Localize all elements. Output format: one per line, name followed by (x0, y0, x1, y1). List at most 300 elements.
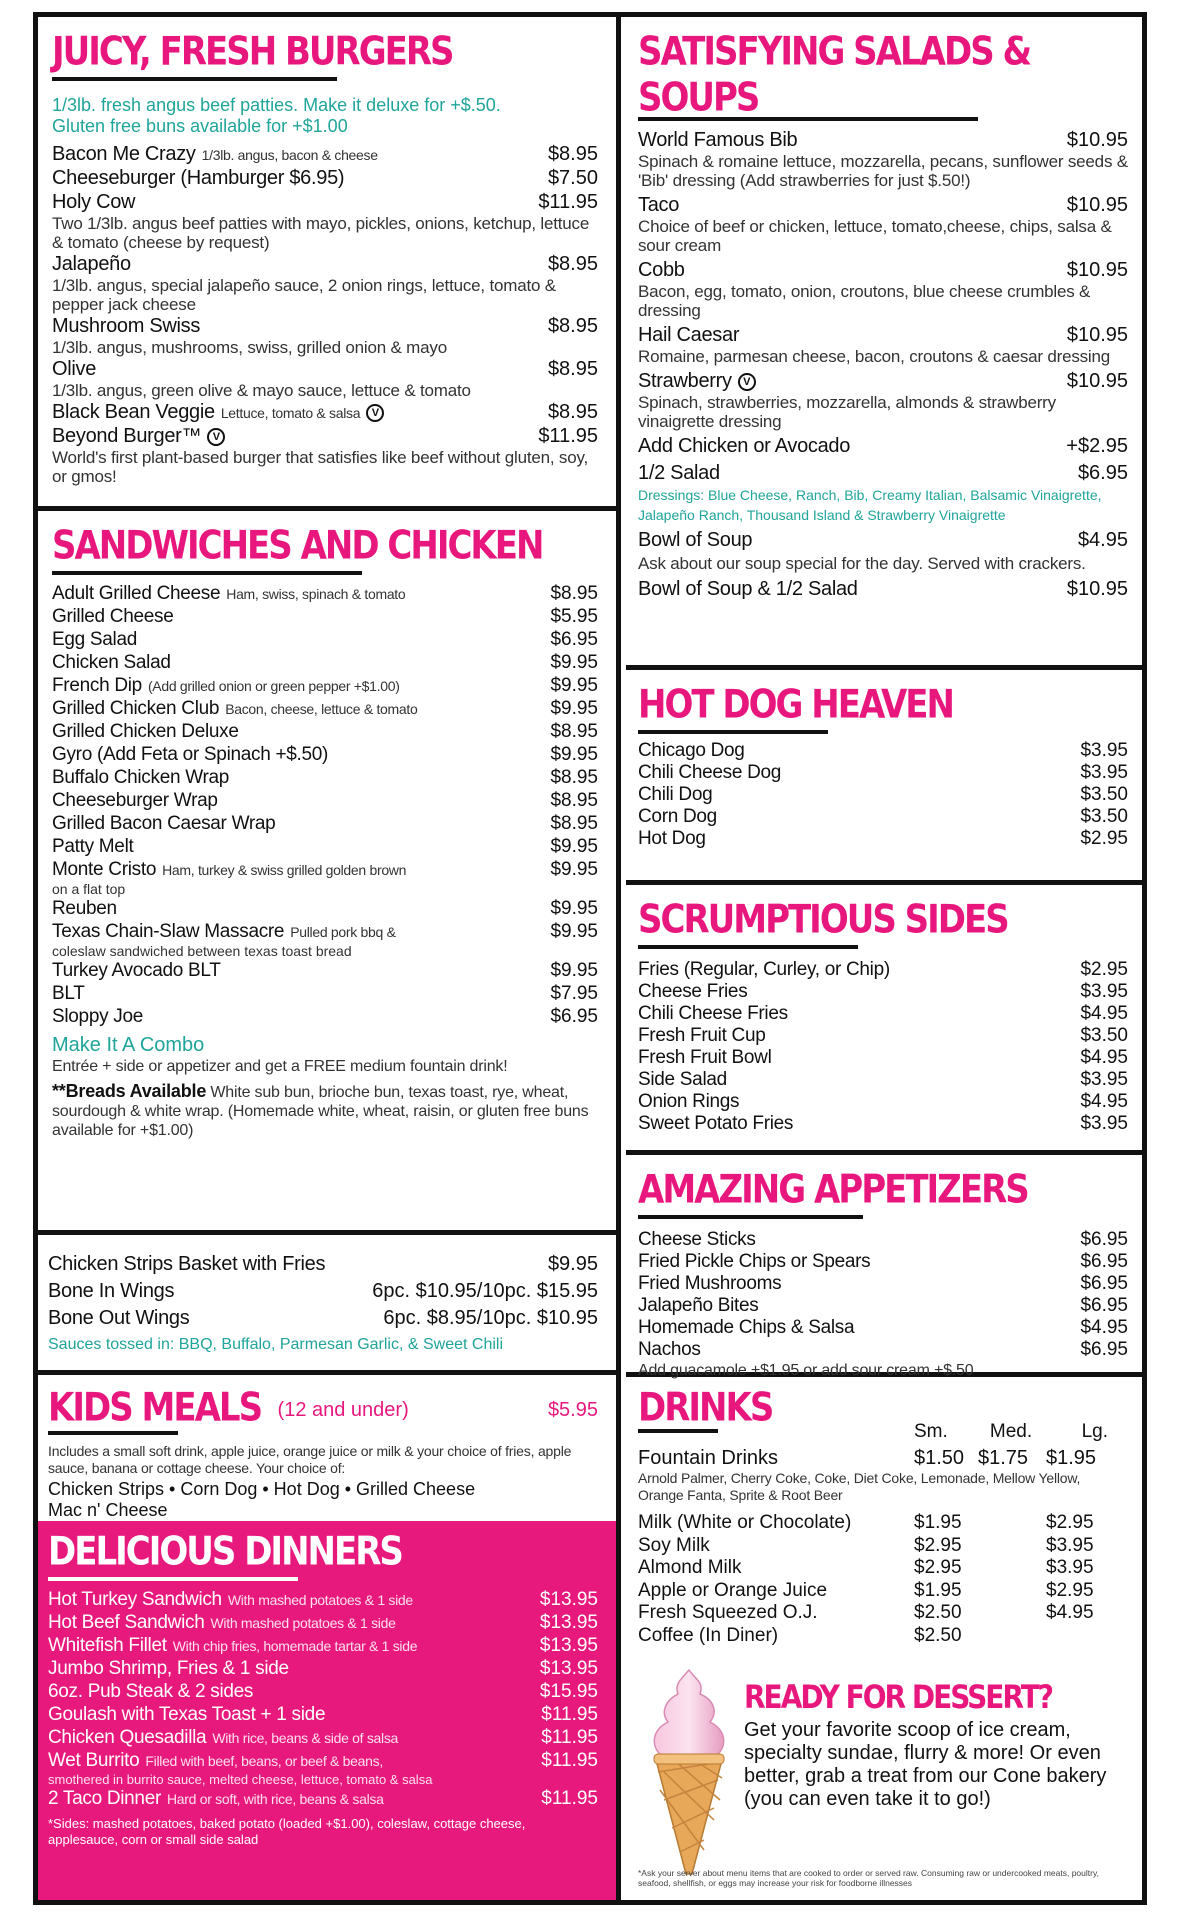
menu-item (52, 859, 598, 881)
menu-item (52, 606, 598, 628)
item-name: Chicken Strips Basket with Fries (48, 1253, 326, 1275)
item-name-group (48, 1612, 396, 1634)
menu-item (52, 358, 598, 381)
item-price: $3.95 (1080, 1069, 1128, 1090)
item-name: Mushroom Swiss (52, 315, 201, 337)
item-price: $3.50 (1080, 1025, 1128, 1046)
item-price: $8.95 (547, 401, 598, 423)
section-title-salads: SATISFYING SALADS & SOUPS (638, 29, 1031, 121)
menu-item (48, 1307, 598, 1330)
burger-note: 1/3lb. fresh angus beef patties. Make it deluxe for +$.50. (52, 95, 501, 115)
item-name: Bowl of Soup (638, 529, 753, 551)
menu-item (638, 1047, 1128, 1069)
item-name-group (48, 1589, 413, 1611)
salad-list (638, 129, 1128, 485)
item-name: Chili Cheese Fries (638, 1003, 788, 1024)
item-name: Jalapeño Bites (638, 1295, 759, 1316)
right-column (626, 17, 1142, 1900)
item-name: Fried Mushrooms (638, 1273, 782, 1294)
item-price: $4.95 (1080, 1047, 1128, 1068)
item-name-group (52, 698, 417, 720)
item-name: Chili Dog (638, 784, 713, 805)
item-name-group (638, 1003, 788, 1025)
item-name-group (638, 462, 720, 485)
item-name-group (638, 435, 850, 458)
item-price: $6.95 (550, 629, 598, 650)
burgers-section (38, 17, 616, 511)
item-name-group (638, 1317, 854, 1339)
item-price: $10.95 (1066, 259, 1128, 281)
kids-choices-2: Mac n' Cheese (48, 1500, 168, 1520)
item-name: Cobb (638, 259, 685, 281)
sides-section (626, 885, 1142, 1155)
item-price: $6.95 (1080, 1229, 1128, 1250)
section-title-burgers: JUICY, FRESH BURGERS (52, 29, 453, 75)
item-name-group (52, 744, 328, 766)
item-name: Jumbo Shrimp, Fries & 1 side (48, 1658, 289, 1679)
item-name: Jalapeño (52, 253, 131, 275)
item-name: Cheeseburger Wrap (52, 790, 218, 811)
item-price: $7.50 (547, 167, 598, 189)
drink-row (638, 1625, 1128, 1648)
sandwich-list (52, 583, 598, 1028)
item-price: $7.95 (550, 983, 598, 1004)
menu-item (52, 983, 598, 1005)
breads-info (52, 1082, 598, 1140)
kids-price: $5.95 (547, 1399, 598, 1421)
item-price: $3.50 (1080, 784, 1128, 805)
item-name-group (638, 1339, 701, 1361)
vegetarian-icon: V (738, 373, 756, 391)
item-desc: 1/3lb. angus, green olive & mayo sauce, lettuce & tomato (52, 381, 471, 400)
menu-item (638, 1317, 1128, 1339)
appetizer-list (638, 1229, 1128, 1361)
title-underline (638, 730, 828, 734)
item-price: $3.95 (1080, 762, 1128, 783)
item-price: $3.95 (1080, 740, 1128, 761)
vegetarian-icon: V (366, 404, 384, 422)
item-price: $9.95 (550, 744, 598, 765)
item-price: $9.95 (550, 960, 598, 981)
item-name-group (638, 1047, 772, 1069)
burger-list (52, 143, 598, 486)
item-name-group (48, 1704, 325, 1726)
salads-section (626, 17, 1142, 670)
item-price: $10.95 (1066, 194, 1128, 216)
menu-item (638, 806, 1128, 828)
menu-item (638, 324, 1128, 347)
item-name-group (638, 959, 890, 981)
price-sm: $1.50 (914, 1447, 965, 1469)
menu-item (52, 425, 598, 448)
kids-header (48, 1385, 598, 1431)
item-price: $11.95 (538, 191, 598, 213)
item-name-group (52, 652, 171, 674)
title-underline (638, 945, 858, 949)
item-desc: 1/3lb. angus, mushrooms, swiss, grilled onion & mayo (52, 338, 447, 357)
item-name-group (48, 1658, 289, 1680)
price-lg: $3.95 (1046, 1557, 1094, 1578)
menu-item (52, 921, 598, 943)
item-name-group (52, 675, 400, 697)
item-price: $8.95 (550, 813, 598, 834)
appetizer-note: Add guacamole +$1.95 or add sour cream +$.50 (638, 1362, 974, 1379)
item-price: 6pc. $10.95/10pc. $15.95 (372, 1280, 598, 1302)
item-inline-desc: Ham, swiss, spinach & tomato (226, 586, 406, 602)
menu-item (638, 1003, 1128, 1025)
item-name-group (52, 401, 384, 424)
menu-item (638, 828, 1128, 850)
item-name: Buffalo Chicken Wrap (52, 767, 230, 788)
item-name-group (52, 143, 378, 166)
combo-title: Make It A Combo (52, 1034, 205, 1056)
item-name: Apple or Orange Juice (638, 1579, 828, 1601)
item-name-group (52, 167, 344, 190)
menu-item (638, 1295, 1128, 1317)
item-name: Sweet Potato Fries (638, 1113, 794, 1134)
item-price: $3.95 (1080, 981, 1128, 1002)
menu-item (638, 740, 1128, 762)
item-name: Cheese Fries (638, 981, 748, 1002)
item-name-group (52, 315, 200, 338)
menu-item (52, 629, 598, 651)
item-name-group (48, 1253, 325, 1276)
vegetarian-icon: V (207, 428, 225, 446)
menu-item (638, 1229, 1128, 1251)
menu-item (48, 1612, 598, 1634)
menu-item (52, 401, 598, 424)
item-price: $10.95 (1066, 370, 1128, 392)
section-title-hotdogs: HOT DOG HEAVEN (638, 682, 953, 728)
item-name: Fresh Fruit Cup (638, 1025, 766, 1046)
price-sm: $1.95 (914, 1512, 962, 1533)
dinners-section (38, 1521, 616, 1900)
menu-item (48, 1280, 598, 1303)
item-price: $11.95 (541, 1788, 598, 1809)
item-price: $13.95 (539, 1589, 598, 1610)
section-title-sides: SCRUMPTIOUS SIDES (638, 897, 1008, 943)
item-name-group (638, 1295, 758, 1317)
kids-section (38, 1375, 616, 1521)
drink-row (638, 1535, 1128, 1558)
item-name: Olive (52, 358, 97, 380)
section-title-dessert: READY FOR DESSERT? (744, 1678, 1053, 1716)
item-price: $10.95 (1066, 129, 1128, 151)
fountain-desc: Arnold Palmer, Cherry Coke, Coke, Diet Coke, Lemonade, Mellow Yellow, Orange Fanta, Sprite & Root Beer (638, 1470, 1081, 1503)
disclaimer: *Ask your server about menu items that are cooked to order or served raw. Consuming raw or undercooked meats, poultry, seafood, shellfish, or eggs may increase your risk for foodborne illnesses (638, 1868, 1099, 1888)
item-price: $6.95 (1080, 1339, 1128, 1360)
item-price: $2.95 (1080, 828, 1128, 849)
item-name-group (52, 767, 229, 789)
item-price: $15.95 (539, 1681, 598, 1702)
sandwiches-section (38, 511, 616, 1235)
item-desc: World's first plant-based burger that satisfies like beef without gluten, soy, or gmos! (52, 448, 589, 486)
item-name-group (48, 1635, 417, 1657)
item-name: French Dip (52, 675, 142, 696)
item-name-group (52, 898, 117, 920)
item-name-group (638, 740, 745, 762)
item-name: Bowl of Soup & 1/2 Salad (638, 578, 858, 600)
item-name-group (52, 583, 405, 605)
item-name: Chicken Quesadilla (48, 1727, 207, 1748)
fountain-block (638, 1447, 1128, 1647)
item-name: Grilled Chicken Club (52, 698, 220, 719)
menu-item (638, 259, 1128, 282)
item-name-group (638, 194, 679, 217)
item-price: $3.95 (1080, 1113, 1128, 1134)
drink-row (638, 1512, 1128, 1535)
item-name: Bone Out Wings (48, 1307, 190, 1329)
item-price: $4.95 (1077, 529, 1128, 551)
item-price: $8.95 (547, 315, 598, 337)
price-sm: $2.50 (914, 1602, 962, 1623)
menu-item (638, 1251, 1128, 1273)
item-name-group (638, 1251, 870, 1273)
item-inline-desc: Bacon, cheese, lettuce & tomato (225, 701, 418, 717)
item-name: Texas Chain-Slaw Massacre (52, 921, 285, 942)
drink-row (638, 1602, 1128, 1625)
menu-item (48, 1704, 598, 1726)
item-name: Chili Cheese Dog (638, 762, 782, 783)
item-price: 6pc. $8.95/10pc. $10.95 (383, 1307, 598, 1329)
item-price: $13.95 (539, 1612, 598, 1633)
item-name: Bacon Me Crazy (52, 143, 196, 165)
section-title-dinners: DELICIOUS DINNERS (48, 1529, 402, 1575)
dressings-list: Dressings: Blue Cheese, Ranch, Bib, Creamy Italian, Balsamic Vinaigrette, Jalapeño Ranch, Thousand Island & Strawberry Vinaigrette (638, 487, 1102, 523)
item-name-group (48, 1681, 253, 1703)
menu-item (638, 1025, 1128, 1047)
item-price: +$2.95 (1066, 435, 1128, 457)
item-price: $13.95 (539, 1658, 598, 1679)
item-name-group (638, 370, 756, 393)
item-price: $8.95 (550, 767, 598, 788)
menu-item (638, 959, 1128, 981)
item-name: BLT (52, 983, 85, 1004)
item-price: $3.50 (1080, 806, 1128, 827)
item-name: Soy Milk (638, 1534, 710, 1556)
item-name-group (48, 1280, 174, 1303)
item-inline-desc: Ham, turkey & swiss grilled golden brown (162, 862, 407, 878)
item-inline-desc: (Add grilled onion or green pepper +$1.00) (147, 678, 400, 694)
item-price: $6.95 (1080, 1273, 1128, 1294)
dinner-footnote: *Sides: mashed potatoes, baked potato (loaded +$1.00), coleslaw, cottage cheese, applesauce, corn or small side salad (48, 1816, 526, 1847)
item-name: Homemade Chips & Salsa (638, 1317, 855, 1338)
item-inline-desc: With chip fries, homemade tartar & 1 side (172, 1638, 418, 1654)
item-desc: coleslaw sandwiched between texas toast bread (52, 943, 352, 959)
gluten-note: Gluten free buns available for +$1.00 (52, 116, 348, 136)
menu-item (52, 744, 598, 766)
item-price: $8.95 (550, 721, 598, 742)
drink-row (638, 1580, 1128, 1603)
item-name: Holy Cow (52, 191, 136, 213)
item-inline-desc: 1/3lb. angus, bacon & cheese (201, 147, 378, 163)
item-desc: Spinach & romaine lettuce, mozzarella, pecans, sunflower seeds & 'Bib' dressing (Add strawberries for just $.50!) (638, 152, 1128, 190)
item-name: Nachos (638, 1339, 701, 1360)
strips-list (48, 1253, 598, 1330)
item-name: Grilled Cheese (52, 606, 174, 627)
item-desc: Bacon, egg, tomato, onion, croutons, blue cheese crumbles & dressing (638, 282, 1091, 320)
item-name-group (52, 253, 131, 276)
dessert-section (626, 1660, 1142, 1900)
menu-item (48, 1681, 598, 1703)
item-name-group (638, 1273, 781, 1295)
item-name: Fries (Regular, Curley, or Chip) (638, 959, 890, 980)
item-name: 2 Taco Dinner (48, 1788, 161, 1809)
menu-item (48, 1727, 598, 1749)
appetizers-section (626, 1155, 1142, 1377)
item-name: 1/2 Salad (638, 462, 720, 484)
item-name: Chicken Salad (52, 652, 171, 673)
item-price: $11.95 (541, 1704, 598, 1725)
item-inline-desc: With mashed potatoes & 1 side (227, 1592, 413, 1608)
title-underline (638, 1215, 863, 1219)
soup-desc: Ask about our soup special for the day. Served with crackers. (638, 554, 1086, 573)
item-name: Onion Rings (638, 1091, 740, 1112)
item-inline-desc: Lettuce, tomato & salsa (220, 405, 361, 421)
item-name: Add Chicken or Avocado (638, 435, 851, 457)
section-title-appetizers: AMAZING APPETIZERS (638, 1167, 1028, 1213)
item-price: $10.95 (1066, 578, 1128, 600)
item-price: $11.95 (541, 1727, 598, 1748)
menu-item (52, 1006, 598, 1028)
menu-item (52, 191, 598, 214)
menu-item (52, 767, 598, 789)
item-name-group (638, 1229, 756, 1251)
menu-item (638, 462, 1128, 485)
item-price: $11.95 (538, 425, 598, 447)
item-name-group (52, 983, 85, 1005)
item-name-group (638, 129, 797, 152)
item-name-group (638, 259, 685, 282)
price-sm: $2.95 (914, 1534, 962, 1556)
item-name: Patty Melt (52, 836, 134, 857)
item-name: 6oz. Pub Steak & 2 sides (48, 1681, 254, 1702)
item-price: $9.95 (550, 675, 598, 696)
combo-desc: Entrée + side or appetizer and get a FREE medium fountain drink! (52, 1058, 508, 1075)
soup-salad-row (638, 578, 1128, 601)
item-price: $13.95 (539, 1635, 598, 1656)
item-price: $8.95 (547, 143, 598, 165)
menu-item (638, 1069, 1128, 1091)
size-sm: Sm. (914, 1421, 948, 1442)
kids-choices: Chicken Strips • Corn Dog • Hot Dog • Grilled Cheese (48, 1479, 476, 1499)
hotdog-list (638, 740, 1128, 850)
item-name-group (52, 813, 275, 835)
menu-item (48, 1750, 598, 1772)
menu-item (638, 981, 1128, 1003)
item-name-group (48, 1307, 189, 1330)
menu-item (638, 194, 1128, 217)
item-name-group (638, 1091, 739, 1113)
menu-item (52, 698, 598, 720)
item-name-group (52, 836, 133, 858)
item-price: $10.95 (1066, 324, 1128, 346)
item-name: Grilled Chicken Deluxe (52, 721, 239, 742)
item-name: Hot Turkey Sandwich (48, 1589, 222, 1610)
menu-item (52, 253, 598, 276)
item-name: Milk (White or Chocolate) (638, 1512, 852, 1533)
section-title-kids: KIDS MEALS (48, 1385, 262, 1431)
item-name: Hot Dog (638, 828, 706, 849)
item-price: $6.95 (1077, 462, 1128, 484)
item-name-group (638, 762, 781, 784)
item-name: Fresh Fruit Bowl (638, 1047, 772, 1068)
item-price: $9.95 (547, 1253, 598, 1275)
item-name-group (52, 960, 221, 982)
chicken-strips-section (38, 1235, 616, 1375)
menu-item (52, 721, 598, 743)
item-name: Grilled Bacon Caesar Wrap (52, 813, 276, 834)
size-med: Med. (989, 1421, 1033, 1442)
item-name-group (638, 806, 717, 828)
item-name-group (52, 629, 137, 651)
item-price: $9.95 (550, 921, 598, 942)
menu-item (638, 784, 1128, 806)
item-price: $6.95 (550, 1006, 598, 1027)
item-name: Fried Pickle Chips or Spears (638, 1251, 871, 1272)
price-lg: $1.95 (1046, 1447, 1097, 1469)
price-sm: $2.95 (914, 1557, 962, 1578)
item-price: $6.95 (1080, 1295, 1128, 1316)
item-price: $8.95 (547, 358, 598, 380)
item-name-group (48, 1750, 383, 1772)
item-name: Hot Beef Sandwich (48, 1612, 205, 1633)
item-name-group (638, 828, 706, 850)
price-lg: $4.95 (1046, 1602, 1094, 1623)
menu-board (33, 12, 1147, 1905)
item-desc: smothered in burrito sauce, melted cheese, lettuce, tomato & salsa (48, 1772, 433, 1787)
item-price: $5.95 (550, 606, 598, 627)
item-inline-desc: Filled with beef, beans, or beef & beans, (145, 1753, 383, 1769)
item-name: Whitefish Fillet (48, 1635, 167, 1656)
item-inline-desc: With rice, beans & side of salsa (212, 1730, 399, 1746)
dessert-text: Get your favorite scoop of ice cream, specialty sundae, flurry & more! Or even better, grab a treat from our Cone bakery (you can even take it to go!) (744, 1719, 1107, 1810)
item-desc: Romaine, parmesan cheese, bacon, croutons & caesar dressing (638, 347, 1111, 366)
menu-item (48, 1658, 598, 1680)
item-name: World Famous Bib (638, 129, 798, 151)
price-lg: $2.95 (1046, 1512, 1094, 1533)
title-underline (52, 571, 362, 575)
item-desc: Choice of beef or chicken, lettuce, tomato,cheese, chips, salsa & sour cream (638, 217, 1112, 255)
item-desc: on a flat top (52, 881, 126, 897)
kids-age: (12 and under) (277, 1399, 409, 1421)
item-name: Strawberry (638, 370, 732, 392)
menu-item (638, 1273, 1128, 1295)
item-name-group (52, 859, 406, 881)
item-name: Cheese Sticks (638, 1229, 756, 1250)
menu-item (638, 1091, 1128, 1113)
menu-item (638, 435, 1128, 458)
drink-row (638, 1557, 1128, 1580)
item-inline-desc: With mashed potatoes & 1 side (210, 1615, 396, 1631)
item-desc: Two 1/3lb. angus beef patties with mayo, pickles, onions, ketchup, lettuce & tomato (cheese by request) (52, 214, 590, 252)
menu-item (52, 167, 598, 190)
item-name: Hail Caesar (638, 324, 740, 346)
item-name: Monte Cristo (52, 859, 157, 880)
menu-item (48, 1253, 598, 1276)
menu-item (52, 898, 598, 920)
item-name: Gyro (Add Feta or Spinach +$.50) (52, 744, 329, 765)
item-name: Turkey Avocado BLT (52, 960, 221, 981)
kids-title-group (48, 1385, 409, 1431)
item-name: Side Salad (638, 1069, 727, 1090)
item-name-group (638, 324, 739, 347)
menu-item (638, 129, 1128, 152)
item-name-group (52, 921, 396, 943)
item-name: Almond Milk (638, 1557, 742, 1578)
item-name: Sloppy Joe (52, 1006, 144, 1027)
item-name: Fresh Squeezed O.J. (638, 1602, 818, 1623)
